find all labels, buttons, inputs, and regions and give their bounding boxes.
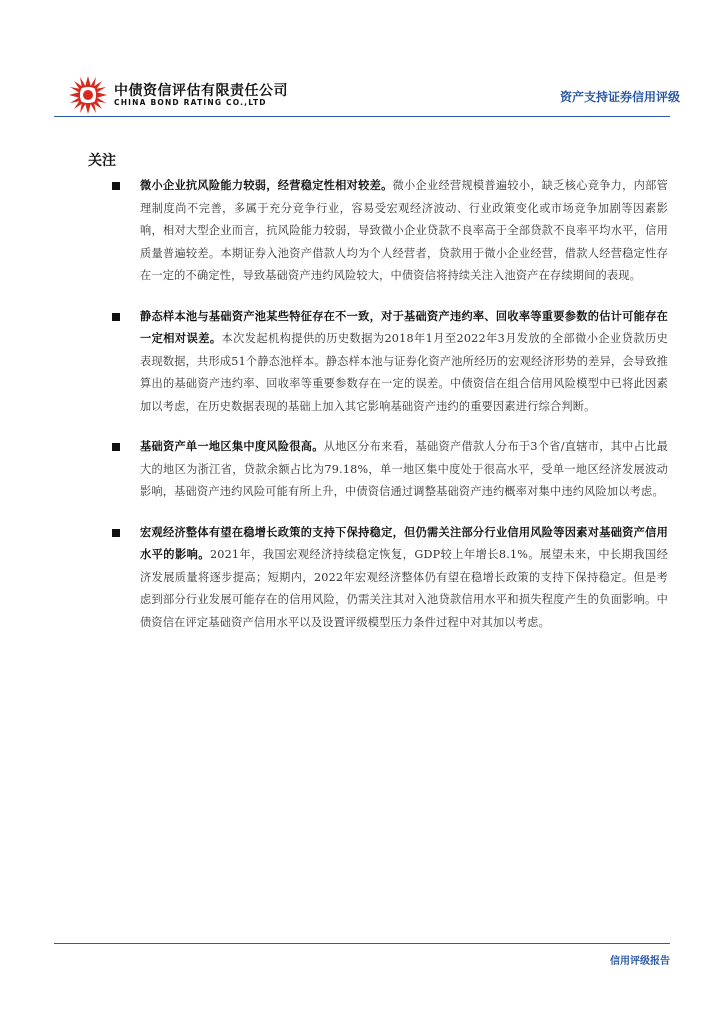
item-heading: 微小企业抗风险能力较弱，经营稳定性相对较差。: [140, 179, 393, 192]
square-bullet-icon: [112, 182, 120, 190]
item-paragraph: [140, 522, 668, 635]
square-bullet-icon: [112, 313, 120, 321]
concern-list: [112, 175, 668, 652]
company-logo-icon: [68, 75, 108, 115]
item-paragraph: [140, 175, 668, 288]
list-item: [112, 522, 668, 635]
footer-label: 信用评级报告: [610, 956, 670, 967]
header-divider: [54, 116, 670, 117]
company-name-en: CHINA BOND RATING CO.,LTD: [114, 98, 267, 107]
item-body: 本次发起机构提供的历史数据为2018年1月至2022年3月发放的全部微小企业贷款历史表现数据，共形成51个静态池样本。静态样本池与证券化资产池所经历的宏观经济形势的差异，会导致推算出的基础资产违约率、回收率等重要参数存在一定的误差。中债资信在组合信用风险模型中已将此因素加以考虑，在历史数据表现的基础上加入其它影响基础资产违约的重要因素进行综合判断。: [140, 332, 668, 413]
item-heading: 基础资产单一地区集中度风险很高。: [140, 440, 324, 453]
item-body: 2021年，我国宏观经济持续稳定恢复，GDP较上年增长8.1%。展望未来，中长期我国经济发展质量将逐步提高；短期内，2022年宏观经济整体仍有望在稳增长政策的支持下保持稳定。但是考虑到部分行业发展可能存在的信用风险，仍需关注其对入池贷款信用水平和损失程度产生的负面影响。中债资信在评定基础资产信用水平以及设置评级模型压力条件过程中对其加以考虑。: [140, 548, 668, 629]
item-paragraph: [140, 436, 668, 504]
item-body: 微小企业经营规模普遍较小，缺乏核心竞争力，内部管理制度尚不完善，多属于充分竞争行业，容易受宏观经济波动、行业政策变化或市场竞争加剧等因素影响，相对大型企业而言，抗风险能力较弱，导致微小企业贷款不良率高于全部贷款不良率平均水平，信用质量普遍较差。本期证券入池资产借款人均为个人经营者，贷款用于微小企业经营，借款人经营稳定性存在一定的不确定性，导致基础资产违约风险较大，中债资信将持续关注入池资产在存续期间的表现。: [140, 179, 668, 282]
item-heading: 静态样本池与基础资产池某些特征存在不一致，对于基础资产违约率、回收率等重要参数的估计可能存在一定相对误差。: [140, 309, 668, 345]
section-title: 关注: [88, 153, 116, 169]
item-paragraph: [140, 306, 668, 419]
footer-divider: [54, 943, 670, 944]
item-body: 从地区分布来看，基础资产借款人分布于3个省/直辖市，其中占比最大的地区为浙江省，贷款余额占比为79.18%，单一地区集中度处于很高水平，受单一地区经济发展波动影响，基础资产违约风险可能有所上升，中债资信通过调整基础资产违约概率对集中违约风险加以考虑。: [140, 440, 668, 498]
list-item: [112, 175, 668, 288]
list-item: [112, 306, 668, 419]
square-bullet-icon: [112, 443, 120, 451]
square-bullet-icon: [112, 529, 120, 537]
report-type-label: 资产支持证券信用评级: [559, 90, 680, 104]
list-item: [112, 436, 668, 504]
company-name-cn: 中债资信评估有限责任公司: [114, 83, 288, 99]
item-heading: 宏观经济整体有望在稳增长政策的支持下保持稳定，但仍需关注部分行业信用风险等因素对基础资产信用水平的影响。: [140, 525, 668, 561]
page-header: [0, 0, 724, 120]
